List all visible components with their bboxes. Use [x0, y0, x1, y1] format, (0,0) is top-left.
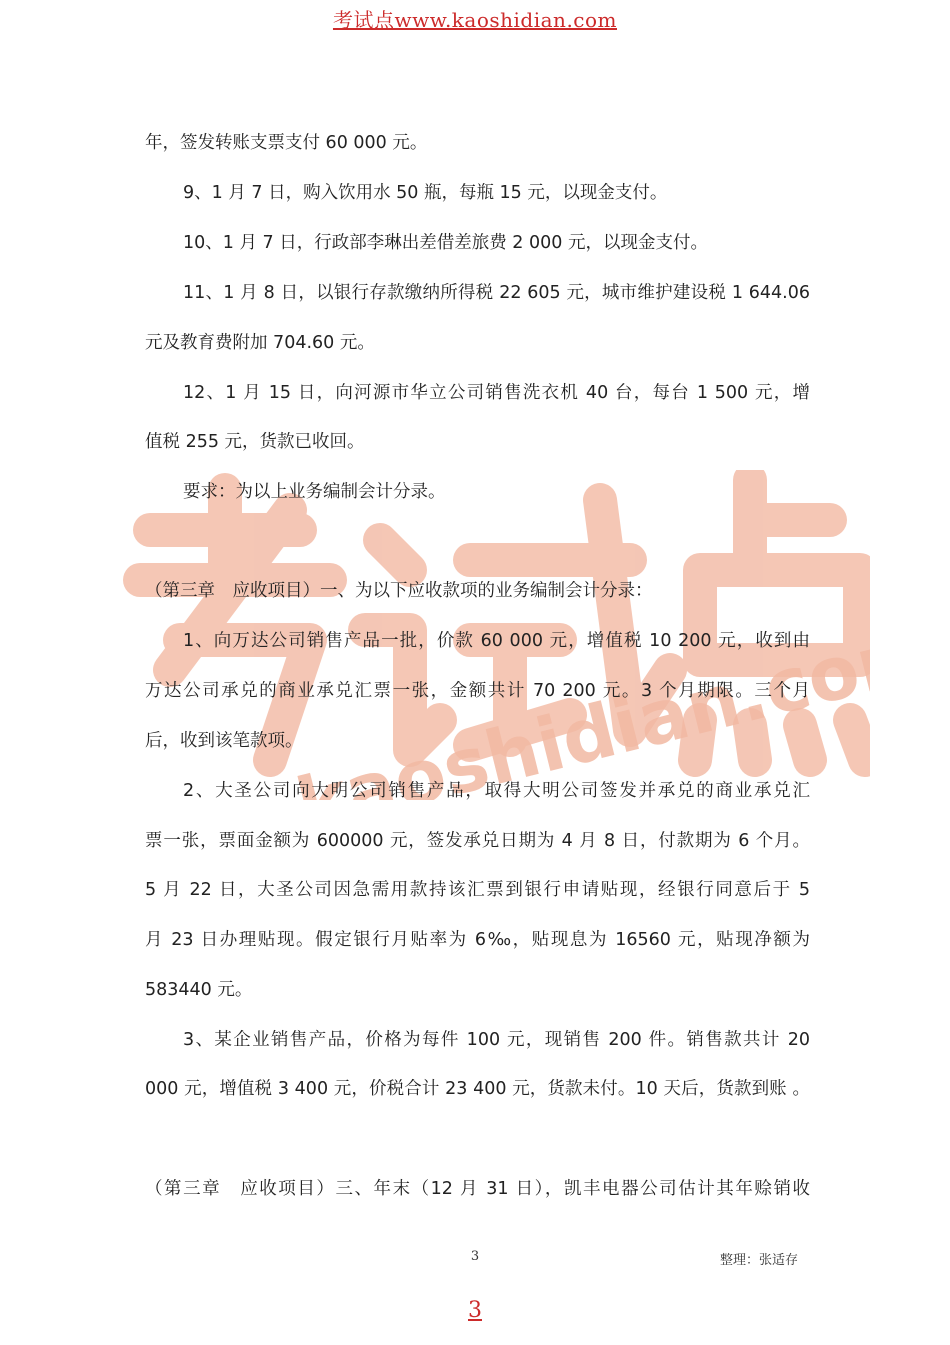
paragraph-line: 后，收到该笔款项。 — [145, 731, 303, 751]
paragraph-line: 年，签发转账支票支付 60 000 元。 — [145, 133, 428, 153]
watermark-domain-text: kaoshidian.com — [288, 608, 870, 800]
paragraph-line: 要求：为以上业务编制会计分录。 — [183, 482, 446, 502]
paragraph-line: 000 元，增值税 3 400 元，价税合计 23 400 元，货款未付。10 天后，货款到账 。 — [145, 1079, 810, 1099]
paragraph-line: 月 23 日办理贴现。假定银行月贴率为 6‰，贴现息为 16560 元，贴现净额为 — [145, 930, 810, 950]
paragraph-line: 10、1 月 7 日，行政部李琳出差借差旅费 2 000 元，以现金支付。 — [183, 233, 708, 253]
paragraph-line: 5 月 22 日，大圣公司因急需用款持该汇票到银行申请贴现，经银行同意后于 5 — [145, 880, 810, 900]
paragraph-line: 值税 255 元，货款已收回。 — [145, 432, 365, 452]
paragraph-line: 9、1 月 7 日，购入饮用水 50 瓶，每瓶 15 元，以现金支付。 — [183, 183, 668, 203]
page-number-link[interactable]: 3 — [468, 1298, 482, 1323]
section-heading: （第三章 应收项目）三、年末（12 月 31 日），凯丰电器公司估计其年赊销收 — [145, 1179, 810, 1199]
paragraph-line: 万达公司承兑的商业承兑汇票一张，金额共计 70 200 元。3 个月期限。三个月 — [145, 681, 810, 701]
paragraph-line: 元及教育费附加 704.60 元。 — [145, 333, 375, 353]
section-heading: （第三章 应收项目）一、为以下应收款项的业务编制会计分录： — [145, 581, 653, 601]
paragraph-line: 11、1 月 8 日，以银行存款缴纳所得税 22 605 元，城市维护建设税 1 644.06 — [183, 283, 810, 303]
footer-author: 整理：张适存 — [720, 1253, 799, 1268]
footer-page-number: 3 — [470, 1249, 480, 1264]
site-header-link[interactable]: 考试点www.kaoshidian.com — [332, 8, 618, 32]
paragraph-line: 1、向万达公司销售产品一批，价款 60 000 元，增值税 10 200 元，收到由 — [183, 631, 810, 651]
paragraph-line: 2、大圣公司向大明公司销售产品，取得大明公司签发并承兑的商业承兑汇 — [183, 781, 810, 801]
paragraph-line: 3、某企业销售产品，价格为每件 100 元，现销售 200 件。销售款共计 20 — [183, 1030, 810, 1050]
paragraph-line: 583440 元。 — [145, 980, 253, 1000]
paragraph-line: 票一张，票面金额为 600000 元，签发承兑日期为 4 月 8 日，付款期为 6 个月。 — [145, 831, 810, 851]
paragraph-line: 12、1 月 15 日，向河源市华立公司销售洗衣机 40 台，每台 1 500 元，增 — [183, 383, 810, 403]
